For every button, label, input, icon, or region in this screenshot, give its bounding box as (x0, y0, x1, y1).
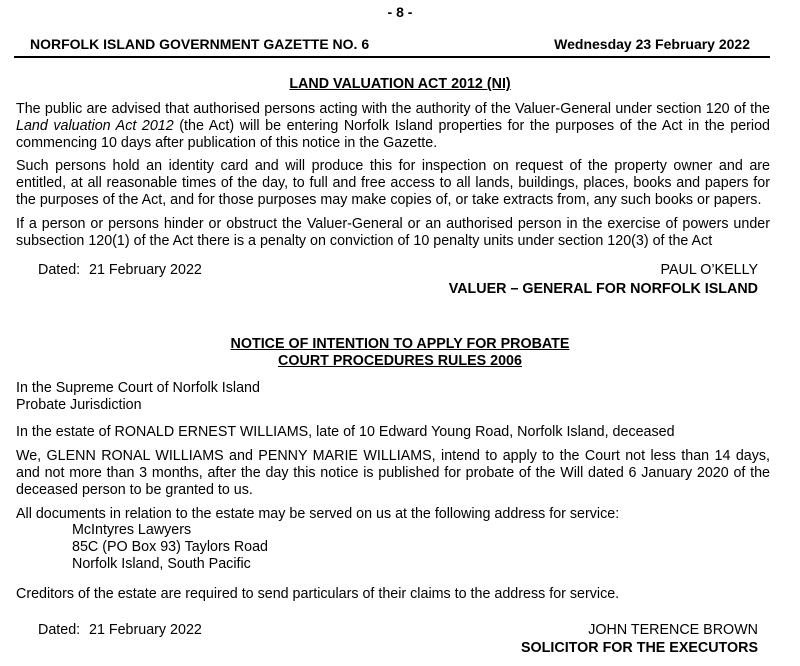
notice-subtitle-probate: COURT PROCEDURES RULES 2006 (278, 353, 522, 369)
notice-title-probate: NOTICE OF INTENTION TO APPLY FOR PROBATE (230, 336, 570, 352)
address-line-2: 85C (PO Box 93) Taylors Road (72, 539, 269, 555)
dated-value: 21 February 2022 (89, 622, 202, 638)
notice1-dated-row (38, 262, 758, 279)
dated-value: 21 February 2022 (89, 262, 202, 278)
creditors-line: Creditors of the estate are required to send particulars of their claims to the address for service. (16, 586, 620, 602)
documents-line: All documents in relation to the estate may be served on us at the following address for service: (16, 506, 620, 522)
page-number: - 8 - (387, 4, 413, 20)
signatory-role: VALUER – GENERAL FOR NORFOLK ISLAND (448, 281, 758, 297)
gazette-header (30, 36, 750, 53)
dated-label: Dated: (38, 262, 81, 278)
jurisdiction: Probate Jurisdiction (16, 397, 142, 413)
gazette-title: NORFOLK ISLAND GOVERNMENT GAZETTE NO. 6 (30, 36, 370, 52)
dated-label: Dated: (38, 622, 81, 638)
intent-paragraph: We, GLENN RONAL WILLIAMS and PENNY MARIE WILLIAMS, intend to apply to the Court not less than 14 days, and not more than 3 months, after the day this notice is published for probate of the Will dated 6 January 2020 of the deceased person to be granted to us. (16, 448, 770, 498)
header-rule (14, 56, 770, 58)
signatory-name: PAUL O’KELLY (660, 262, 758, 278)
act-name-italic: Land valuation Act 2012 (16, 118, 174, 134)
notice-title-land-valuation: LAND VALUATION ACT 2012 (NI) (289, 76, 511, 92)
notice1-paragraph-3: If a person or persons hinder or obstruct the Valuer-General or an authorised person in the exercise of powers under subsection 120(1) of the Act there is a penalty on conviction of 10 penalty units under section 120(3) of the Act (16, 216, 770, 249)
notice1-p1-end: (the Act) will be entering Norfolk Island properties for the purposes of the Act in the period commencing 10 days after publication of this notice in the Gazette. (16, 118, 770, 151)
address-line-1: McIntyres Lawyers (72, 522, 192, 538)
signatory-role: SOLICITOR FOR THE EXECUTORS (521, 640, 758, 656)
gazette-date: Wednesday 23 February 2022 (554, 36, 750, 52)
notice1-p1-start: The public are advised that authorised persons acting with the authority of the Valuer-General under section 120 of the (16, 101, 770, 117)
signatory-name: JOHN TERENCE BROWN (588, 622, 758, 638)
court-name: In the Supreme Court of Norfolk Island (16, 380, 260, 396)
estate-line: In the estate of RONALD ERNEST WILLIAMS, late of 10 Edward Young Road, Norfolk Island, deceased (16, 424, 675, 440)
address-line-3: Norfolk Island, South Pacific (72, 556, 251, 572)
notice1-paragraph-2: Such persons hold an identity card and will produce this for inspection on request of the property owner and are entitled, at all reasonable times of the day, to full and free access to all lands, buildings, places, books and papers for the purposes of the Act, and for those purposes may make copies of, or take extracts from, any such books or papers. (16, 158, 770, 208)
notice1-paragraph-1 (16, 101, 770, 152)
notice2-dated-row (38, 622, 758, 639)
